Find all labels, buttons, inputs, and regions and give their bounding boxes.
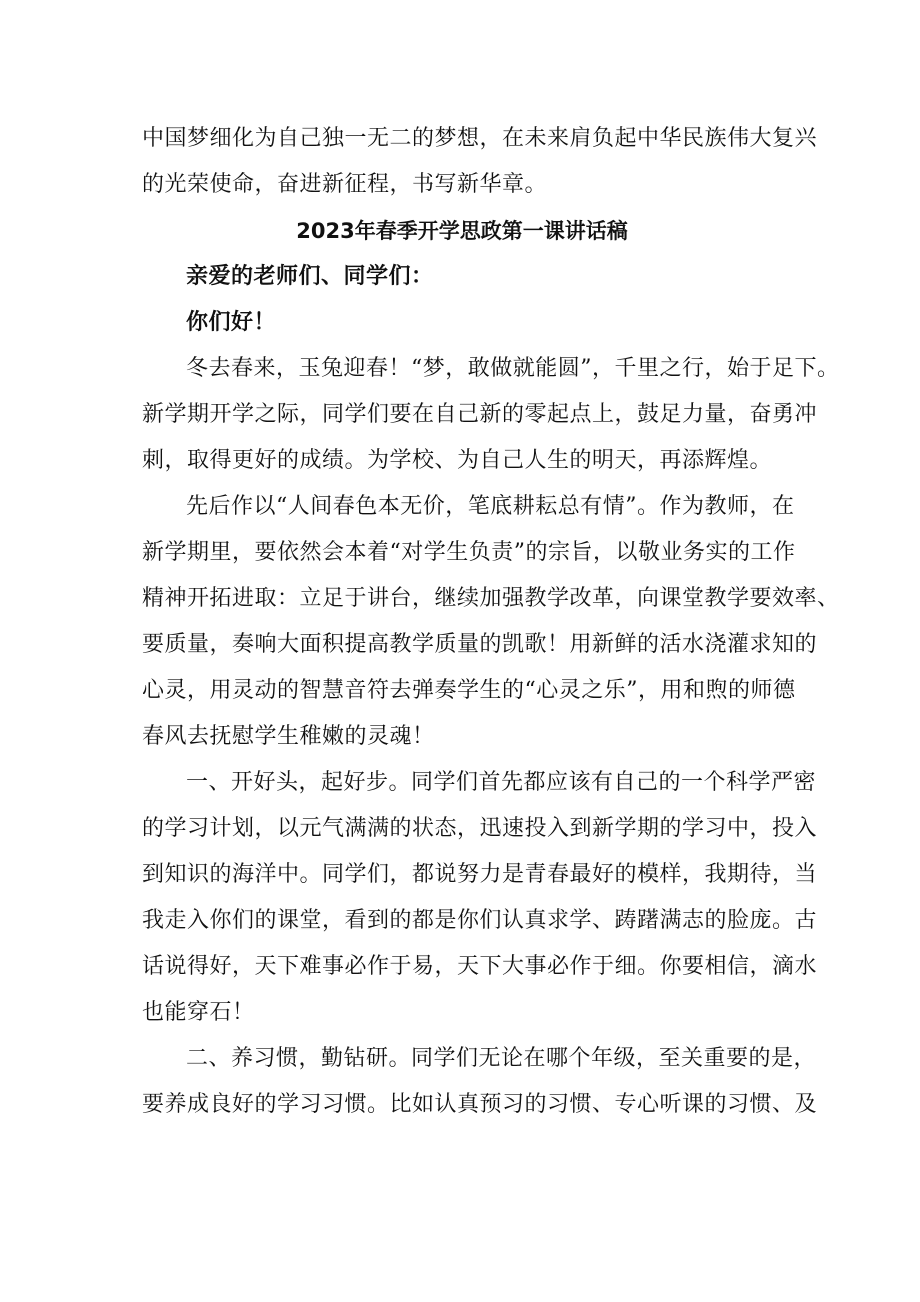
paragraph-line: 二、养习惯，勤钻研。同学们无论在哪个年级，至关重要的是， [186,1046,817,1071]
paragraph-line: 话说得好，天下难事必作于易，天下大事必作于细。你要相信，滴水 [142,954,818,979]
intro-line: 中国梦细化为自己独一无二的梦想，在未来肩负起中华民族伟大复兴 [142,126,818,151]
paragraph-line: 到知识的海洋中。同学们，都说努力是青春最好的模样，我期待，当 [142,862,818,887]
paragraph-line: 心灵，用灵动的智慧音符去弹奏学生的“心灵之乐”，用和煦的师德 [142,678,796,703]
paragraph-line: 新学期开学之际，同学们要在自己新的零起点上，鼓足力量，奋勇冲 [142,402,818,427]
paragraph-line: 先后作以“人间春色本无价，笔底耕耘总有情”。作为教师，在 [186,494,795,519]
paragraph-line: 要养成良好的学习习惯。比如认真预习的习惯、专心听课的习惯、及 [142,1092,818,1117]
document-title: 2023年春季开学思政第一课讲话稿 [296,219,628,243]
paragraph-line: 也能穿石！ [142,1000,255,1025]
document-page [142,116,840,1128]
paragraph-line: 新学期里，要依然会本着“对学生负责”的宗旨，以敬业务实的工作 [142,540,796,565]
paragraph [142,1036,818,1128]
paragraph [142,760,818,1036]
intro-line: 的光荣使命，奋进新征程，书写新华章。 [142,172,548,197]
paragraph [142,346,840,484]
paragraph-line: 要质量，奏响大面积提高教学质量的凯歌！用新鲜的活水浇灌求知的 [142,632,818,657]
paragraph-line: 一、开好头，起好步。同学们首先都应该有自己的一个科学严密 [186,770,817,795]
paragraph-line: 我走入你们的课堂，看到的都是你们认真求学、踌躇满志的脸庞。古 [142,908,818,933]
paragraph-line: 刺，取得更好的成绩。为学校、为自己人生的明天，再添辉煌。 [142,448,773,473]
salutation: 亲爱的老师们、同学们： [186,264,434,289]
paragraph-line: 冬去春来，玉兔迎春！“梦，敢做就能圆”，千里之行，始于足下。 [186,356,840,381]
greeting: 你们好！ [186,310,277,335]
paragraph [142,484,840,760]
paragraph-line: 的学习计划，以元气满满的状态，迅速投入到新学期的学习中，投入 [142,816,818,841]
paragraph-line: 精神开拓进取：立足于讲台，继续加强教学改革，向课堂教学要效率、 [142,586,840,611]
paragraph-line: 春风去抚慰学生稚嫩的灵魂！ [142,724,435,749]
